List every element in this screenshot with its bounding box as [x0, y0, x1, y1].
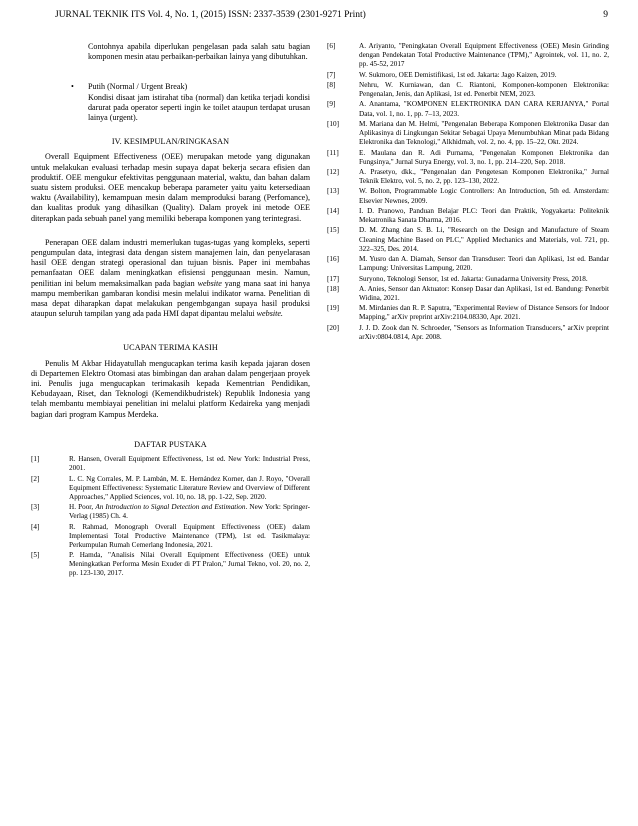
conclusion-website-2: website.: [256, 309, 283, 319]
reference-number: [18]: [327, 284, 339, 293]
reference-number: [8]: [327, 80, 336, 89]
section-thanks-title: UCAPAN TERIMA KASIH: [123, 343, 218, 353]
reference-text: A. Prasetyo, dkk., "Pengenalan dan Pengetesan Komponen Elektronika," Jurnal Teknik Elektro, vol. 5, no. 2, pp. 123–130, 2022.: [359, 168, 609, 186]
reference-item: [327, 120, 609, 147]
right-column: [327, 42, 609, 343]
reference-text: A. Anies, Sensor dan Aktuator: Konsep Dasar dan Aplikasi, 1st ed. Bandung: Penerbit Widina, 2021.: [359, 284, 609, 302]
journal-info: JURNAL TEKNIK ITS Vol. 4, No. 1, (2015) ISSN: 2337-3539 (2301-9271 Print): [55, 10, 366, 20]
reference-list-left: [31, 455, 310, 578]
reference-number: [3]: [31, 503, 40, 512]
reference-number: [6]: [327, 42, 336, 50]
reference-item: [31, 551, 310, 578]
reference-text: W. Bolton, Programmable Logic Controllers: An Introduction, 5th ed. Amsterdam: Elsevier Newnes, 2009.: [359, 187, 609, 205]
reference-number: [16]: [327, 255, 339, 264]
reference-item: [327, 187, 609, 205]
reference-number: [1]: [31, 455, 40, 464]
section-conclusion-title: IV. KESIMPULAN/RINGKASAN: [111, 137, 230, 147]
reference-text: M. Mariana dan M. Helmi, "Pengenalan Beberapa Komponen Elektronika Dasar dan Aplikasinya di Lingkungan Sekitar Sebagai Upaya Menumbuhkan Minat pada Bidang Elektronika dan Teknologi," Alkhidmah, vol. 2, no. 4, pp. 15–22, Okt. 2024.: [359, 119, 609, 147]
reference-number: [12]: [327, 168, 339, 176]
bullet-paragraph: Kondisi disaat jam istirahat tiba (normal) dan ketika terjadi kondisi darurat pada operator seperti ingin ke toilet ataupun terdapat urusan lainya (urgent).: [88, 92, 310, 123]
reference-text: I. D. Pranowo, Panduan Belajar PLC: Teori dan Praktik, Yogyakarta: Politeknik Mekatronika Sanata Dharma, 2016.: [359, 206, 609, 225]
reference-number: [4]: [31, 522, 40, 531]
thanks-paragraph: Penulis M Akbar Hidayatullah mengucapkan terima kasih kepada jajaran dosen di Departemen Elektro Otomasi atas bimbingan dan arahan dalam pengerjaan proyek ini. Penulis juga mengucapkan terimakasih kepada Kementrian Pendidikan, Kebudayaan, Riset, dan Teknologi (Kemendikbudristek) Republik Indonesia yang telah membantu membiayai penelitian ini melalui platform Kedaireka yang menjadi bagian dari program Kampus Merdeka.: [31, 358, 310, 419]
reference-number: [2]: [31, 474, 40, 483]
reference-text: R. Hansen, Overall Equipment Effectiveness, 1st ed. New York: Industrial Press, 2001.: [69, 455, 310, 473]
bullet-icon: •: [71, 82, 74, 92]
page-number: 9: [603, 10, 608, 20]
reference-text: W. Sukmoro, OEE Demistifikasi, 1st ed. Jakarta: Jago Kaizen, 2019.: [359, 70, 557, 79]
reference-item: [327, 42, 609, 69]
reference-list-right: [327, 42, 609, 342]
reference-text: M. Yusro dan A. Diamah, Sensor dan Transduser: Teori dan Aplikasi, 1st ed. Bandar Lampung: Universitas Lampung, 2020.: [359, 255, 609, 273]
reference-item: [31, 503, 310, 521]
conclusion-website-1: website: [197, 278, 222, 288]
reference-text: Suryono, Teknologi Sensor, 1st ed. Jakarta: Gunadarma University Press, 2018.: [359, 274, 588, 283]
reference-text: L. C. Ng Corrales, M. P. Lambán, M. E. Hernández Korner, dan J. Royo, "Overall Equipment Effectiveness: Systematic Literature Review and Overview of Different Approaches," Applied Sciences, vol. 10, no. 18, pp. 1-22, Sep. 2020.: [69, 474, 310, 501]
bullet-title: Putih (Normal / Urgent Break): [88, 82, 188, 92]
reference-text: A. Ariyanto, "Peningkatan Overall Equipment Effectiveness (OEE) Mesin Grinding dengan Pendekatan Total Productive Maintenance (TPM)," Agrointek, vol. 11, no. 2, pp. 45-52, 2017: [359, 42, 609, 69]
reference-item: [327, 100, 609, 118]
reference-text: A. Anantama, "KOMPONEN ELEKTRONIKA DAN CARA KERJANYA," Portal Data, vol. 1, no. 1, pp. 7–13, 2023.: [359, 100, 609, 118]
reference-item: [327, 226, 609, 253]
reference-number: [7]: [327, 70, 336, 79]
reference-number: [9]: [327, 100, 336, 109]
reference-text: Nehru, W. Kurniawan, dan C. Riantoni, Komponen-komponen Elektronika: Pengenalan, Jenis, dan Aplikasi, 1st ed. Penerbit NEM, 2023.: [359, 80, 609, 99]
reference-text-italic: An Introduction to Signal Detection and Estimation: [95, 503, 246, 512]
section-references-title: DAFTAR PUSTAKA: [134, 439, 207, 449]
conclusion-paragraph-1: Overall Equipment Effectiveness (OEE) merupakan metode yang digunakan untuk melakukan evaluasi terhadap mesin supaya dapat bekerja secara efisien dan produktif. OEE mengukur efektivitas penggunaan material, waktu, dan bahan dalam suatu sistem produksi. OEE mencakup beberapa parameter yaitu yaitu ketersediaan waktu (Availability), kemampuan mesin dalam memproduksi barang (Perfomance), dan kualitas produk yang dihasilkan (Quality). Dalam proyek ini metode OEE diterapkan pada sebuah panel yang memiliki beberapa komponen yang terintegrasi.: [31, 152, 310, 223]
left-column: [31, 42, 310, 580]
reference-text: J. J. D. Zook dan N. Schroeder, "Sensors as Information Transducers," arXiv preprint arXiv:0804.0814, Apr. 2008.: [359, 323, 609, 341]
reference-item: [327, 168, 609, 186]
reference-text-pre: H. Poor,: [69, 503, 96, 512]
reference-number: [11]: [327, 148, 339, 157]
reference-item: [327, 304, 609, 322]
reference-item: [327, 207, 609, 225]
reference-number: [15]: [327, 226, 339, 235]
reference-number: [5]: [31, 551, 40, 560]
running-header: [55, 9, 608, 21]
reference-item: [327, 81, 609, 99]
reference-text: E. Maulana dan R. Adi Purnama, "Pengenalan Komponen Elektronika dan Fungsinya," Jurnal Surya Energy, vol. 3, no. 1, pp. 214–220, Sep. 2018.: [359, 148, 609, 166]
conclusion-text-a: Penerapan OEE dalam industri memerlukan tugas-tugas yang kompleks, seperti pengumpulan data, integrasi data dengan sistem manajemen lain, dan penyelarasan hasil OEE dengan strategi operasional dan tujuan bisnis. Paper ini membahas pemanfaatan OEE dalam meningkatkan efisiensi penggunaan mesin. Namun, penilitian ini belum memaksimalkan pada bagian: [31, 237, 310, 288]
reference-text: R. Rahmad, Monograph Overall Equipment Effectiveness (OEE) dalam Implementasi Total Productive Maintenance (TPM), 1st ed. Tasikmalaya: Perkumpulan Rumah Cemerlang Indonesia, 2021.: [69, 522, 310, 549]
reference-number: [19]: [327, 304, 339, 313]
reference-item: [327, 324, 609, 342]
reference-item: [327, 285, 609, 303]
reference-item: [327, 275, 609, 284]
reference-item: [327, 149, 609, 167]
reference-number: [17]: [327, 274, 339, 283]
reference-item: [31, 523, 310, 550]
conclusion-text-b: yang mana saat ini hanya mampu memberikan gambaran kondisi mesin melalui indikator warna. Penelitian di masa depat diharapkan dapat melakukan pengembgangan supaya hasil produksi ataupun seluruh tampilan yang ada pada HMI dapat dipantau melalui: [31, 278, 310, 319]
reference-number: [13]: [327, 187, 339, 196]
reference-text: D. M. Zhang dan S. B. Li, "Research on the Design and Manufacture of Steam Cleaning Machine Based on PLC," Applied Mechanics and Materials, vol. 721, pp. 322–325, Des. 2014.: [359, 226, 609, 253]
reference-text-post: . New York: Springer-Verlag (1985) Ch. 4.: [69, 503, 311, 521]
conclusion-paragraph-2: [31, 238, 310, 320]
reference-item: [327, 255, 609, 273]
reference-item: [31, 475, 310, 502]
bullet-item-putih: [31, 82, 310, 123]
reference-number: [14]: [327, 206, 339, 215]
reference-number: [20]: [327, 323, 339, 332]
reference-text: M. Mirdanies dan R. P. Saputra, "Experimental Review of Distance Sensors for Indoor Mapping," arXiv preprint arXiv:2104.08330, Apr. 2021.: [359, 304, 609, 322]
intro-paragraph: Contohnya apabila diperlukan pengelasan pada salah satu bagian komponen mesin atau perbaikan-perbaikan lainya yang dibutuhkan.: [88, 42, 310, 62]
reference-item: [327, 71, 609, 80]
reference-number: [10]: [327, 119, 339, 128]
reference-item: [31, 455, 310, 473]
reference-text: P. Hamda, "Analisis Nilai Overall Equipment Effectiveness (OEE) untuk Meningkatkan Performa Mesin Exuder di PT Pralon," Jurnal Tekno, vol. 20, no. 2, pp. 123-130, 2017.: [69, 551, 310, 578]
